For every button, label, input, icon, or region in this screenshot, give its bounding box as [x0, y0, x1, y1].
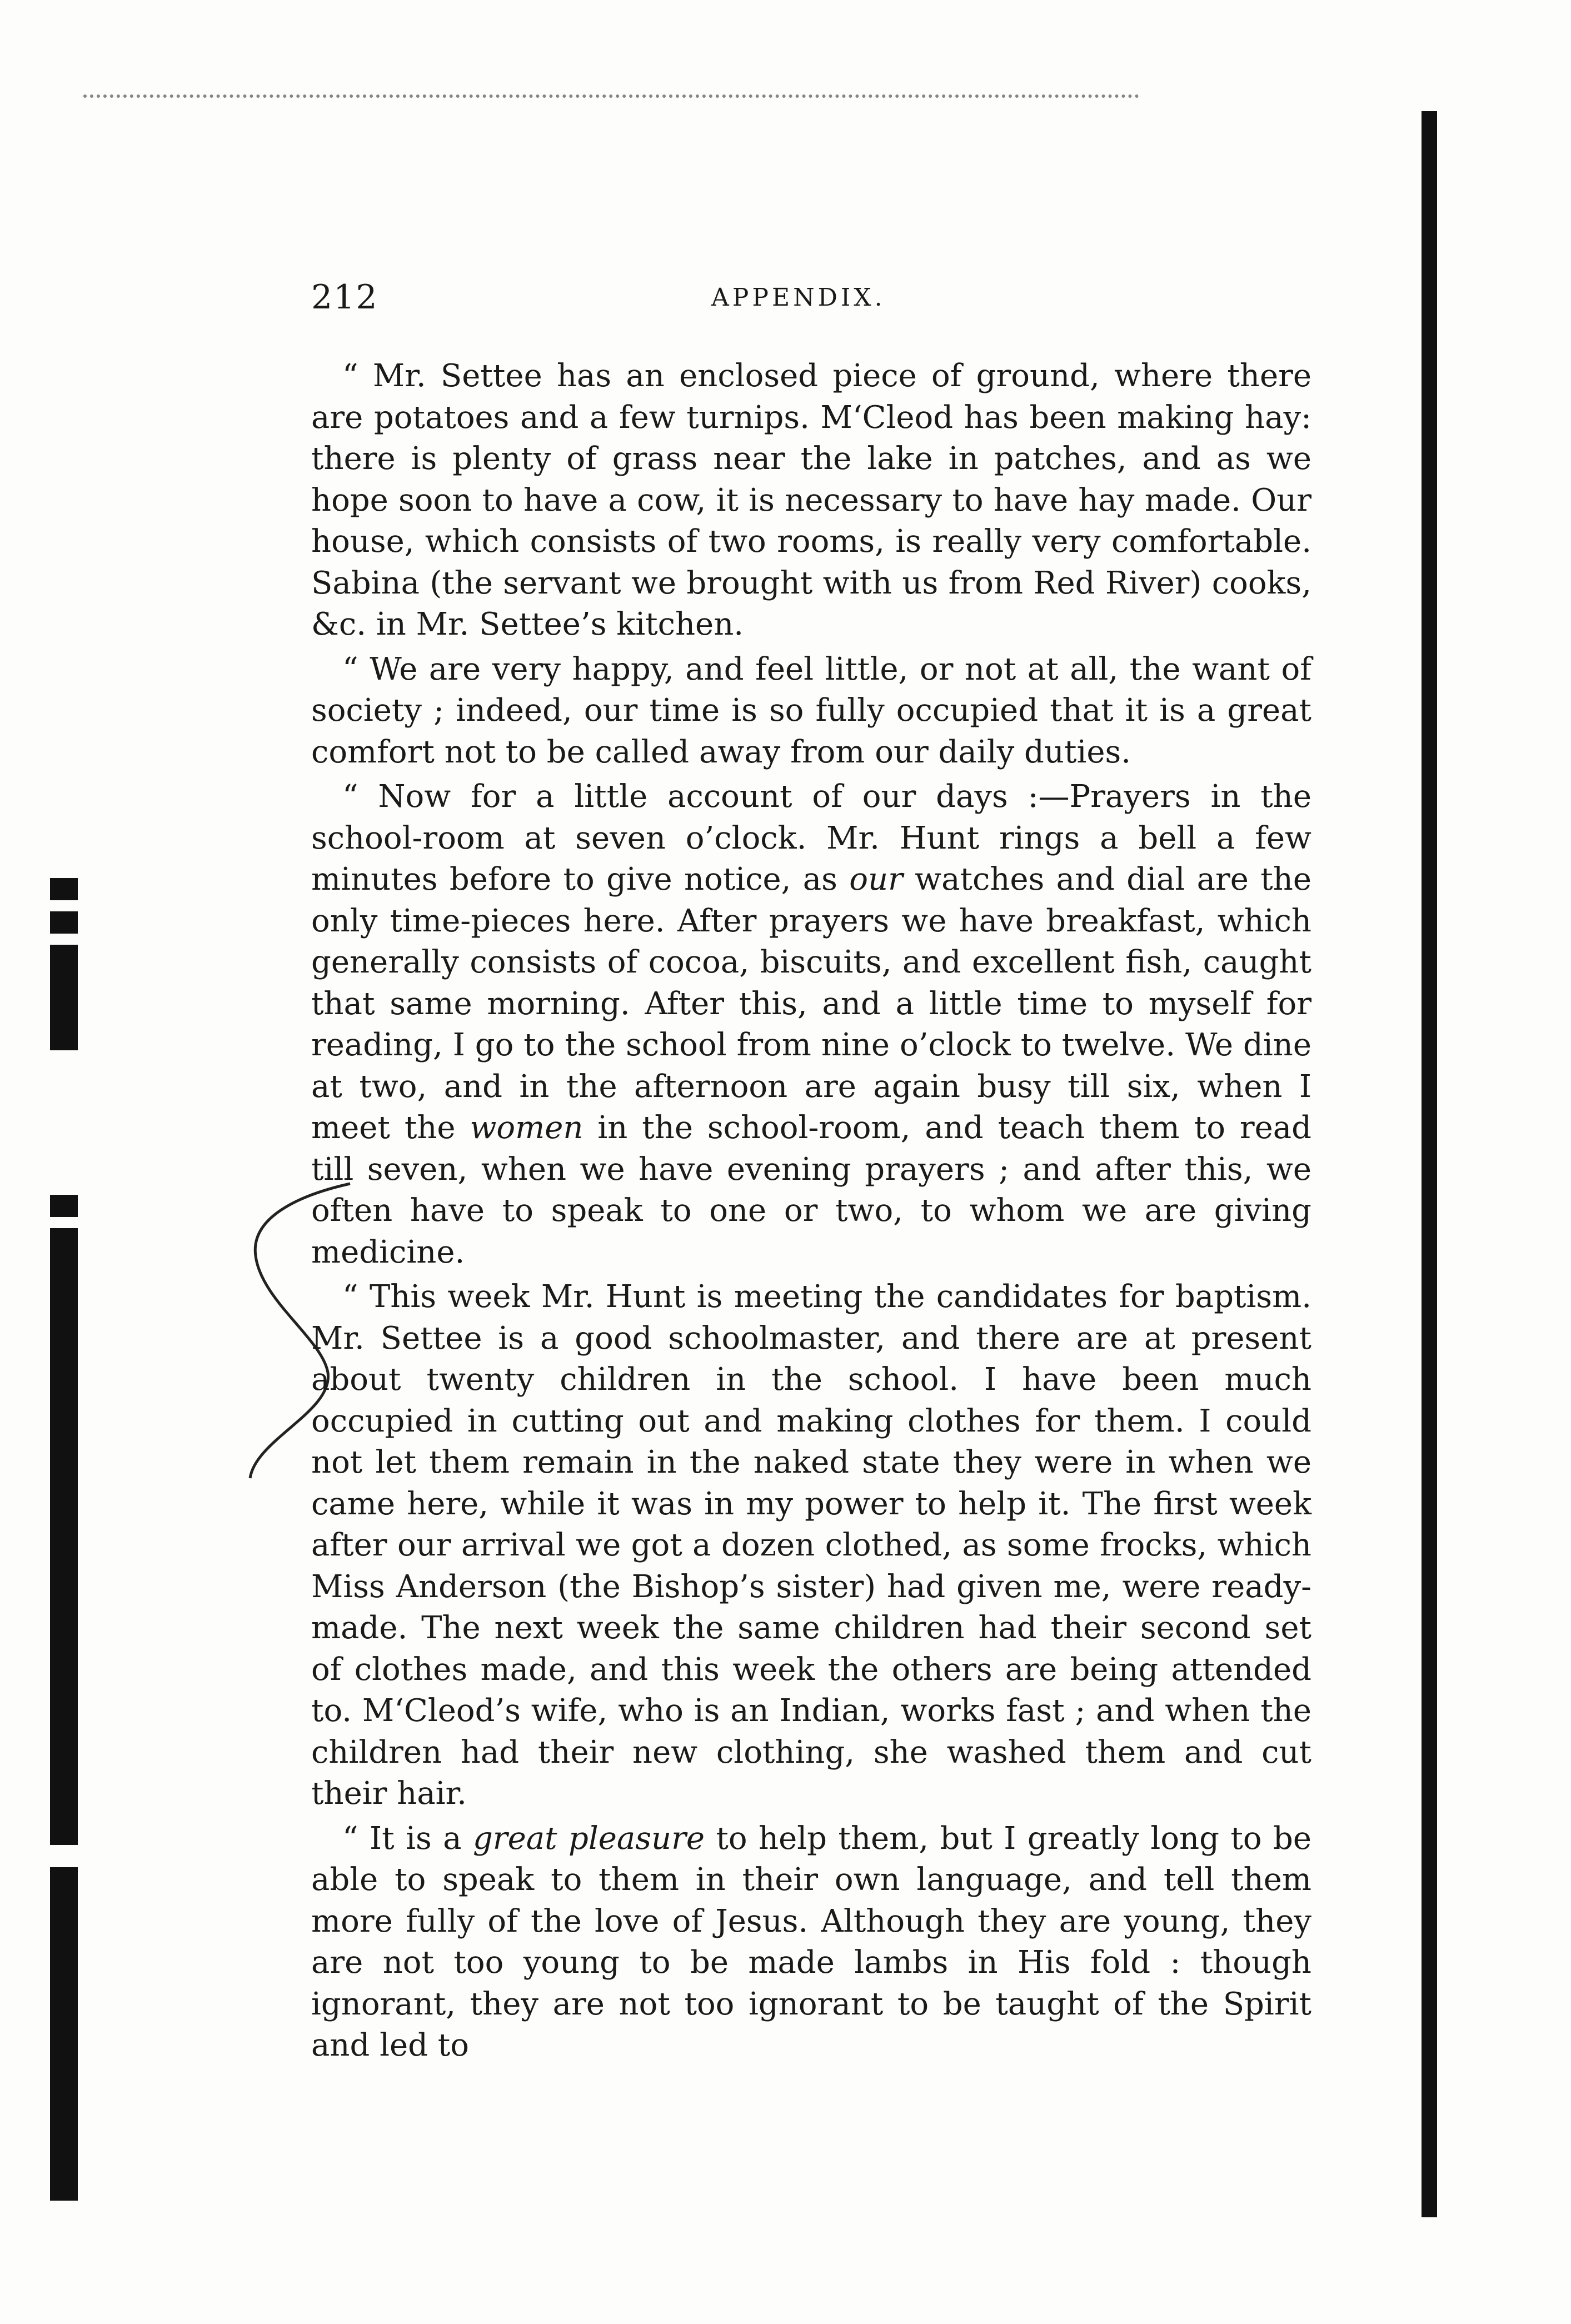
- text-run: to help them, but I greatly long to be able to speak to them in their own language, and tell them more fully of the love of Jesus. Although they are young, they are not too young to be made lambs in His fold : though ignorant, they are not too ignorant to be taught of the Spirit and led to: [311, 1820, 1312, 2063]
- text-run: watches and dial are the only time-pieces here. After prayers we have breakfast, which generally consists of cocoa, biscuits, and excellent fish, caught that same morning. After this, and a little time to myself for reading, I go to the school from nine o’clock to twelve. We dine at two, and in the afternoon are again busy till six, when I meet the: [311, 861, 1311, 1146]
- scan-mark: [50, 1867, 78, 2201]
- scan-mark: [50, 878, 78, 900]
- italic-text: our: [849, 861, 903, 897]
- body-text: [311, 356, 1311, 2067]
- paragraph: [311, 356, 1311, 646]
- text-run: “ Now for a little account of our days :—Prayers in the school-room at seven o’clock. Mr. Hunt rings a bell a few minutes before to give notice, as: [311, 779, 1311, 897]
- page-header: [311, 278, 1311, 322]
- paragraph: [311, 776, 1311, 1273]
- scan-noise-top: [83, 94, 1139, 109]
- scan-mark: [50, 1195, 78, 1217]
- scan-mark: [50, 945, 78, 1050]
- italic-text: great pleasure: [472, 1820, 705, 1857]
- paragraph: [311, 649, 1311, 774]
- page-number: 212: [311, 278, 378, 317]
- running-head: APPENDIX.: [711, 283, 886, 312]
- scan-mark: [50, 1500, 78, 1845]
- italic-text: women: [470, 1110, 583, 1146]
- text-run: “ It is a: [342, 1820, 473, 1857]
- scan-edge-bar: [1422, 111, 1437, 2217]
- text-run: “ This week Mr. Hunt is meeting the candidates for baptism. Mr. Settee is a good schoolmaster, and there are at present about twenty children in the school. I have been much occupied in cutting out and making clothes for them. I could not let them remain in the naked state they were in when we came here, while it was in my power to help it. The first week after our arrival we got a dozen clothed, as some frocks, which Miss Anderson (the Bishop’s sister) had given me, were ready-made. The next week the same children had their second set of clothes made, and this week the others are being attended to. M‘Cleod’s wife, who is an Indian, works fast ; and when the children had their new clothing, she washed them and cut their hair.: [311, 1279, 1311, 1812]
- text-run: “ We are very happy, and feel little, or not at all, the want of society ; indeed, our time is so fully occupied that it is a great comfort not to be called away from our daily duties.: [311, 651, 1311, 770]
- scan-mark: [50, 911, 78, 934]
- text-run: “ Mr. Settee has an enclosed piece of ground, where there are potatoes and a few turnips. M‘Cleod has been making hay: there is plenty of grass near the lake in patches, and as we hope soon to have a cow, it is necessary to have hay made. Our house, which consists of two rooms, is really very comfortable. Sabina (the servant we brought with us from Red River) cooks, &c. in Mr. Settee’s kitchen.: [311, 358, 1311, 642]
- text-run: in the school-room, and teach them to read till seven, when we have evening prayers ; and after this, we often have to speak to one or two, to whom we are giving medicine.: [311, 1110, 1311, 1270]
- paragraph: [311, 1818, 1311, 2067]
- paragraph: [311, 1276, 1311, 1815]
- scan-mark: [50, 1228, 78, 1506]
